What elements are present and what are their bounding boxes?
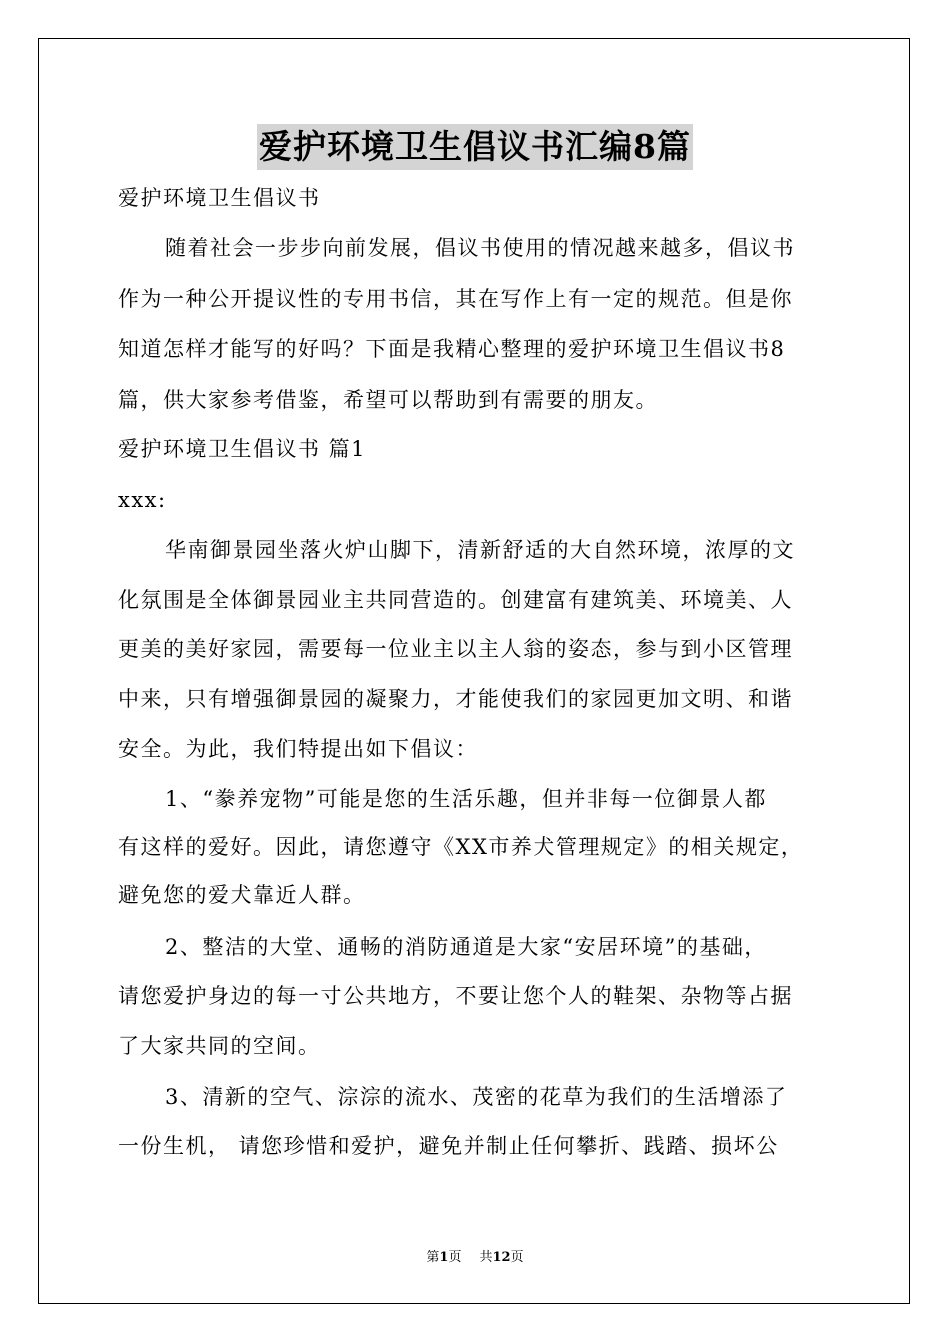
paragraph-line: 化氛围是全体御景园业主共同营造的。创建富有建筑美、环境美、人 [118, 588, 793, 612]
current-page-number: 1 [439, 1250, 449, 1265]
page-border [38, 38, 910, 1304]
paragraph-line: 更美的美好家园，需要每一位业主以主人翁的姿态，参与到小区管理 [118, 637, 793, 661]
subtitle: 爱护环境卫生倡议书 [118, 186, 321, 210]
list-item-line: 了大家共同的空间。 [118, 1034, 321, 1058]
total-page-count: 12 [492, 1250, 511, 1265]
list-item-line: 请您爱护身边的每一寸公共地方，不要让您个人的鞋架、杂物等占据 [118, 984, 793, 1008]
page-footer [0, 1246, 950, 1265]
salutation: xxx: [118, 488, 167, 512]
paragraph-line: 知道怎样才能写的好吗？下面是我精心整理的爱护环境卫生倡议书8 [118, 337, 786, 361]
document-title: 爱护环境卫生倡议书汇编8篇 [257, 124, 693, 170]
paragraph-line: 随着社会一步步向前发展，倡议书使用的情况越来越多，倡议书 [165, 236, 795, 260]
list-item-line: 2、整洁的大堂、通畅的消防通道是大家“安居环境”的基础， [165, 935, 767, 959]
footer-page-prefix: 第 [426, 1250, 440, 1265]
paragraph-line: 中来，只有增强御景园的凝聚力，才能使我们的家园更加文明、和谐 [118, 687, 793, 711]
paragraph-line: 安全。为此，我们特提出如下倡议： [118, 737, 478, 761]
footer-page-mid: 页 [448, 1250, 462, 1265]
list-item-line: 避免您的爱犬靠近人群。 [118, 883, 366, 907]
list-item-line: 3、清新的空气、淙淙的流水、茂密的花草为我们的生活增添了 [165, 1085, 788, 1109]
paragraph-line: 篇，供大家参考借鉴，希望可以帮助到有需要的朋友。 [118, 388, 658, 412]
paragraph-line: 华南御景园坐落火炉山脚下，清新舒适的大自然环境，浓厚的文 [165, 538, 795, 562]
paragraph-line: 作为一种公开提议性的专用书信，其在写作上有一定的规范。但是你 [118, 287, 793, 311]
list-item-line: 一份生机， 请您珍惜和爱护，避免并制止任何攀折、践踏、损坏公 [118, 1134, 779, 1158]
footer-total-prefix: 共 [479, 1250, 493, 1265]
list-item-line: 1、“豢养宠物”可能是您的生活乐趣，但并非每一位御景人都 [165, 787, 767, 811]
footer-total-suffix: 页 [510, 1250, 524, 1265]
section-heading: 爱护环境卫生倡议书 篇1 [118, 437, 367, 461]
list-item-line: 有这样的爱好。因此，请您遵守《XX市养犬管理规定》的相关规定， [118, 835, 804, 859]
title-container [0, 124, 950, 170]
